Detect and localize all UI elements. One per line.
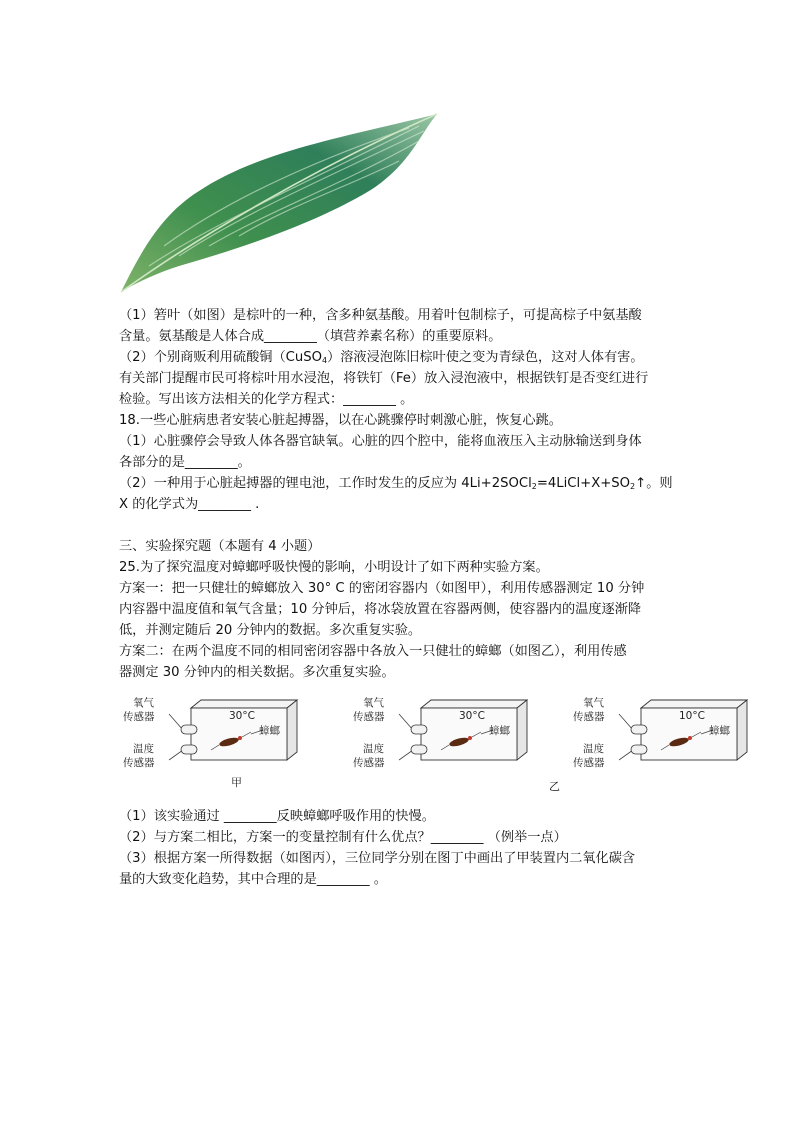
roach-label-1: 蟑螂 <box>259 725 280 737</box>
section-title: 三、实验探究题（本题有 4 小题） <box>119 539 321 554</box>
q25-stem: 25.为了探究温度对蟑螂呼吸快慢的影响，小明设计了如下两种实验方案。 <box>119 560 549 575</box>
caption-jia: 甲 <box>231 776 242 789</box>
q25-plan2-line1: 方案二：在两个温度不同的相同密闭容器中各放入一只健壮的蟑螂（如图乙），利用传感 <box>119 644 627 659</box>
leaf-image <box>119 106 443 294</box>
q25-plan2-line2: 器测定 30 分钟内的相关数据。多次重复实验。 <box>119 665 395 680</box>
oxygen-sensor-label-2: 传感器 <box>353 711 385 723</box>
q25-plan1-line1: 方案一：把一只健壮的蟑螂放入 30° C 的密闭容器内（如图甲），利用传感器测定 10 分钟 <box>119 581 645 596</box>
temp-sensor-label-1: 温度 <box>583 743 604 755</box>
q17-part1-line2: 含量。氨基酸是人体合成________（填营养素名称）的重要原料。 <box>119 329 502 344</box>
figure-jia <box>119 690 319 800</box>
q18-part1-line1: （1）心脏骤停会导致人体各器官缺氧。心脏的四个腔中，能将血液压入主动脉输送到身体 <box>119 434 642 449</box>
figure-box-3 <box>569 690 769 800</box>
q18-part1-line2: 各部分的是________。 <box>119 455 251 470</box>
q25-plan1-line3: 低，并测定随后 20 分钟内的数据。多次重复实验。 <box>119 623 422 638</box>
apparatus-figures <box>119 690 749 800</box>
temp-sensor-label-2: 传感器 <box>573 757 605 769</box>
caption-yi: 乙 <box>549 780 560 793</box>
q18-stem: 18.一些心脏病患者安装心脏起搏器，以在心跳骤停时刺激心脏，恢复心跳。 <box>119 413 562 428</box>
q17-part1-line1: （1）箬叶（如图）是棕叶的一种，含多种氨基酸。用着叶包制棕子，可提高棕子中氨基酸 <box>119 308 642 323</box>
oxygen-sensor-label-1: 氧气 <box>583 697 604 709</box>
q25-answer3-line1: （3）根据方案一所得数据（如图丙），三位同学分别在图丁中画出了甲装置内二氧化碳含 <box>119 851 636 866</box>
roach-label-2: 蟑螂 <box>489 725 510 737</box>
oxygen-sensor-label-2: 传感器 <box>573 711 605 723</box>
oxygen-sensor-label-2: 传感器 <box>123 711 155 723</box>
q25-answer1: （1）该实验通过 ________反映蟑螂呼吸作用的快慢。 <box>119 809 435 824</box>
q18-part2-line1: （2）一种用于心脏起搏器的锂电池，工作时发生的反应为 $4Li+2SOCl_2=4LiCl+X+SO_2↑$。则 <box>119 476 673 491</box>
temp-sensor-label-2: 传感器 <box>123 757 155 769</box>
temp-sensor-label-1: 温度 <box>363 743 384 755</box>
roach-label-3: 蟑螂 <box>709 725 730 737</box>
q18-part2-line2: X 的化学式为________ . <box>119 497 260 512</box>
q17-part2-line2: 有关部门提醒市民可将棕叶用水浸泡，将铁钉（Fe）放入浸泡液中，根据铁钉是否变红进行 <box>119 371 649 386</box>
oxygen-sensor-label-1: 氧气 <box>363 697 384 709</box>
q25-answer2: （2）与方案二相比，方案一的变量控制有什么优点？________ （例举一点） <box>119 830 567 845</box>
box2-temperature: 30°C <box>459 710 485 722</box>
temp-sensor-label-2: 传感器 <box>353 757 385 769</box>
figure-box-2 <box>349 690 549 800</box>
q17-part2-line1: （2）个别商贩利用硫酸铜（CuSO$_4$）溶液浸泡陈旧棕叶使之变为青绿色，这对人体有害。 <box>119 350 644 365</box>
box1-temperature: 30°C <box>229 710 255 722</box>
q25-answer3-line2: 量的大致变化趋势，其中合理的是________ 。 <box>119 872 387 887</box>
box3-temperature: 10°C <box>679 710 705 722</box>
oxygen-sensor-label-1: 氧气 <box>133 697 154 709</box>
q17-part2-line3: 检验。写出该方法相关的化学方程式：________ 。 <box>119 392 414 407</box>
q25-plan1-line2: 内容器中温度值和氧气含量；10 分钟后，将冰袋放置在容器两侧，使容器内的温度逐渐降 <box>119 602 642 617</box>
temp-sensor-label-1: 温度 <box>133 743 154 755</box>
